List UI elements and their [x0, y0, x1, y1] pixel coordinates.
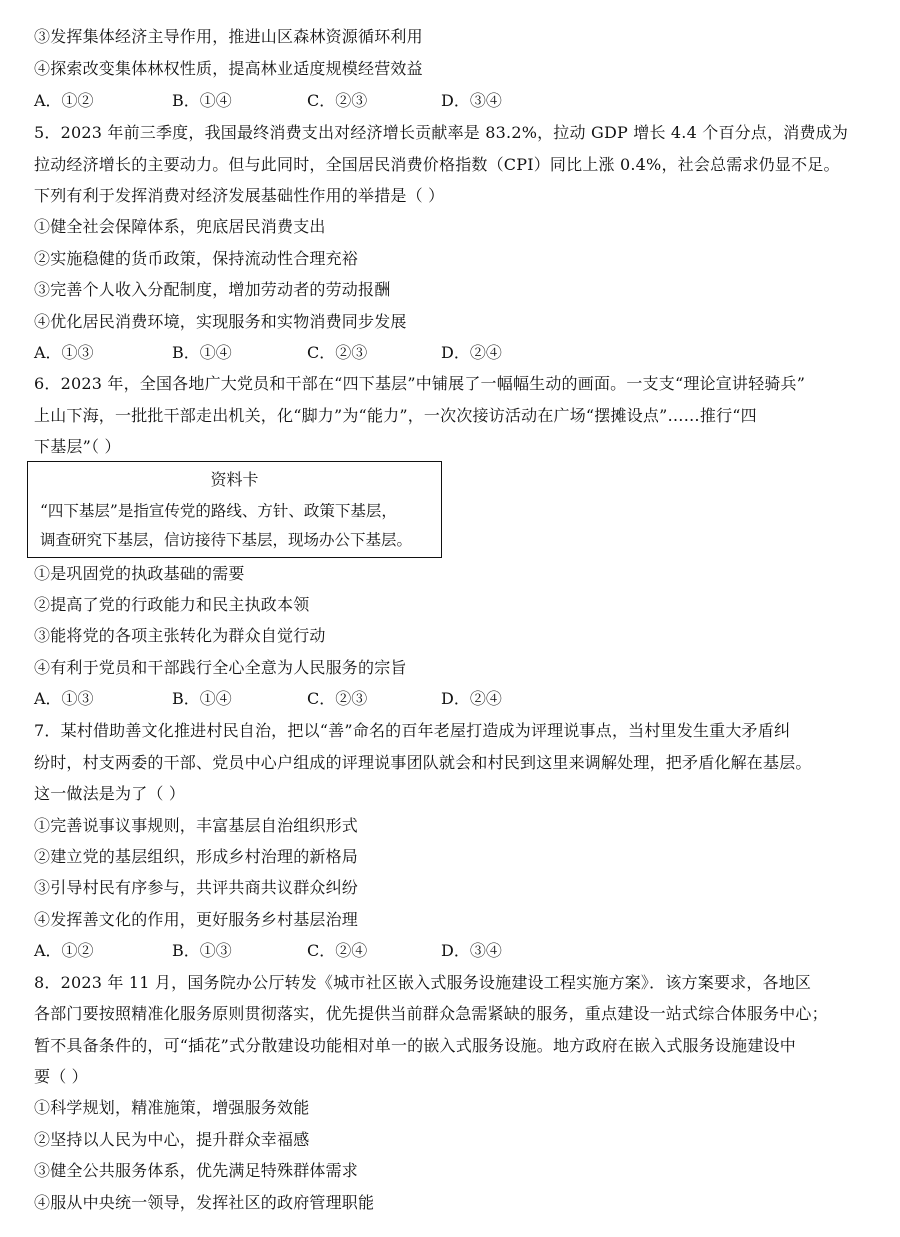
- q4-option-4: ④探索改变集体林权性质，提高林业适度规模经营效益: [34, 59, 423, 78]
- info-card-title: 资料卡: [210, 470, 259, 489]
- q7-option-2: ②建立党的基层组织，形成乡村治理的新格局: [34, 847, 359, 866]
- q8-option-1: ①科学规划，精准施策，增强服务效能: [34, 1098, 310, 1117]
- q5-choice-c[interactable]: C．②③: [307, 343, 368, 362]
- q5-stem-line-3: 下列有利于发挥消费对经济发展基础性作用的举措是（ ）: [34, 186, 445, 205]
- info-card-line-1: “四下基层”是指宣传党的路线、方针、政策下基层，: [40, 502, 397, 520]
- q8-option-2: ②坚持以人民为中心，提升群众幸福感: [34, 1130, 310, 1149]
- q5-stem-line-2: 拉动经济增长的主要动力。但与此同时，全国居民消费价格指数（CPI）同比上涨 0.4%，社会总需求仍显不足。: [34, 155, 840, 174]
- q7-option-3: ③引导村民有序参与，共评共商共议群众纠纷: [34, 878, 359, 897]
- q7-stem-line-1: 7．某村借助善文化推进村民自治，把以“善”命名的百年老屋打造成为评理说事点，当村里发生重大矛盾纠: [34, 721, 791, 740]
- q6-option-1: ①是巩固党的执政基础的需要: [34, 564, 245, 583]
- q8-stem-line-2: 各部门要按照精准化服务原则贯彻落实，优先提供当前群众急需紧缺的服务，重点建设一站式综合体服务中心；: [34, 1004, 828, 1023]
- q5-choice-b[interactable]: B．①④: [172, 343, 232, 362]
- q5-option-2: ②实施稳健的货币政策，保持流动性合理充裕: [34, 249, 359, 268]
- q5-option-1: ①健全社会保障体系，兜底居民消费支出: [34, 217, 326, 236]
- q6-choice-b[interactable]: B．①④: [172, 689, 232, 708]
- q4-choice-a[interactable]: A．①②: [34, 91, 94, 110]
- q6-choice-d[interactable]: D．②④: [441, 689, 502, 708]
- q8-stem-line-1: 8．2023 年 11 月，国务院办公厅转发《城市社区嵌入式服务设施建设工程实施方案》．该方案要求，各地区: [34, 973, 812, 992]
- q6-stem-line-2: 上山下海，一批批干部走出机关，化“脚力”为“能力”，一次次接访活动在广场“摆摊设点”……推行“四: [34, 406, 757, 425]
- q5-option-4: ④优化居民消费环境，实现服务和实物消费同步发展: [34, 312, 407, 331]
- q6-stem-line-3: 下基层”（ ）: [34, 437, 121, 456]
- q7-choice-d[interactable]: D．③④: [441, 941, 502, 960]
- q6-choice-a[interactable]: A．①③: [34, 689, 94, 708]
- q4-choice-d[interactable]: D．③④: [441, 91, 502, 110]
- q4-option-3: ③发挥集体经济主导作用，推进山区森林资源循环利用: [34, 27, 423, 46]
- info-card: [27, 461, 442, 558]
- q4-choice-c[interactable]: C．②③: [307, 91, 368, 110]
- q7-choice-a[interactable]: A．①②: [34, 941, 94, 960]
- q5-choice-a[interactable]: A．①③: [34, 343, 94, 362]
- q8-option-3: ③健全公共服务体系，优先满足特殊群体需求: [34, 1161, 359, 1180]
- q6-stem-line-1: 6．2023 年，全国各地广大党员和干部在“四下基层”中铺展了一幅幅生动的画面。一支支“理论宣讲轻骑兵”: [34, 374, 806, 393]
- q4-choice-b[interactable]: B．①④: [172, 91, 232, 110]
- q7-stem-line-3: 这一做法是为了（ ）: [34, 784, 186, 803]
- info-card-line-2: 调查研究下基层，信访接待下基层，现场办公下基层。: [40, 531, 413, 549]
- q8-stem-line-3: 暂不具备条件的，可“插花”式分散建设功能相对单一的嵌入式服务设施。地方政府在嵌入式服务设施建设中: [34, 1036, 796, 1055]
- q6-option-2: ②提高了党的行政能力和民主执政本领: [34, 595, 310, 614]
- q8-stem-line-4: 要（ ）: [34, 1067, 88, 1086]
- q6-option-4: ④有利于党员和干部践行全心全意为人民服务的宗旨: [34, 658, 407, 677]
- q7-stem-line-2: 纷时，村支两委的干部、党员中心户组成的评理说事团队就会和村民到这里来调解处理，把矛盾化解在基层。: [34, 753, 812, 772]
- q6-option-3: ③能将党的各项主张转化为群众自觉行动: [34, 626, 326, 645]
- q7-option-1: ①完善说事议事规则，丰富基层自治组织形式: [34, 816, 359, 835]
- q5-choice-d[interactable]: D．②④: [441, 343, 502, 362]
- q8-option-4: ④服从中央统一领导，发挥社区的政府管理职能: [34, 1193, 375, 1212]
- q5-option-3: ③完善个人收入分配制度，增加劳动者的劳动报酬: [34, 280, 391, 299]
- q7-option-4: ④发挥善文化的作用，更好服务乡村基层治理: [34, 910, 359, 929]
- q5-stem-line-1: 5．2023 年前三季度，我国最终消费支出对经济增长贡献率是 83.2%，拉动 GDP 增长 4.4 个百分点，消费成为: [34, 123, 849, 142]
- q7-choice-c[interactable]: C．②④: [307, 941, 368, 960]
- q7-choice-b[interactable]: B．①③: [172, 941, 232, 960]
- q6-choice-c[interactable]: C．②③: [307, 689, 368, 708]
